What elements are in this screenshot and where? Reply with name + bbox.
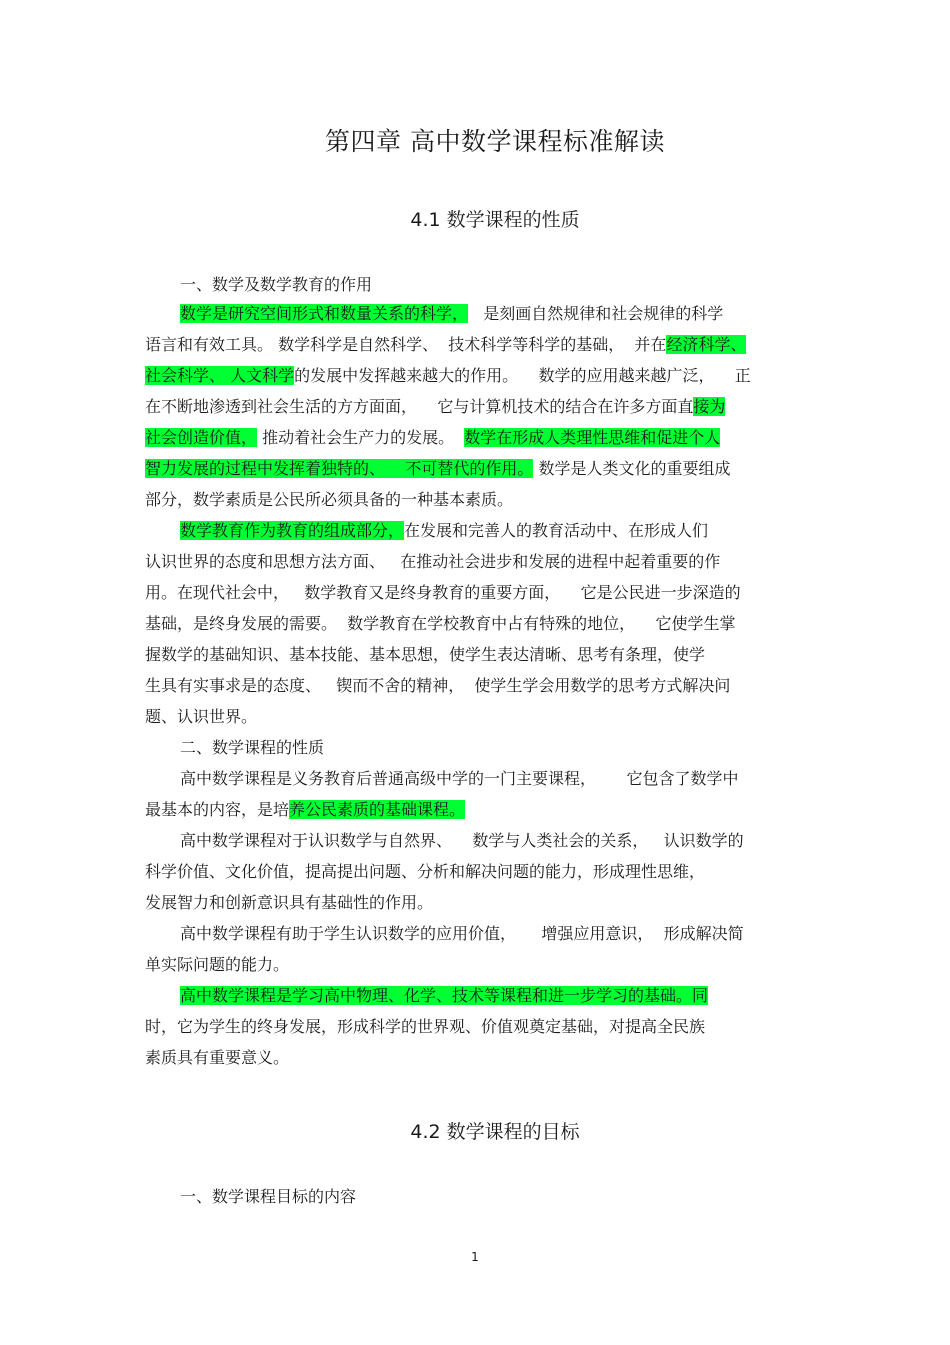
text-segment: 高中数学课程对于认识数学与自然界、 数学与人类社会的关系， 认识数学的: [180, 831, 744, 850]
text-line: [145, 980, 815, 1011]
text-segment: 部分，数学素质是公民所必须具备的一种基本素质。: [145, 490, 514, 509]
text-line: [145, 453, 815, 484]
text-segment: 语言和有效工具。 数学科学是自然科学、 技术科学等科学的基础， 并在: [145, 335, 667, 354]
highlighted-text: 智力发展的过程中发挥着独特的、 不可替代的作用。: [145, 459, 534, 478]
text-segment: 在发展和完善人的教育活动中、在形成人们: [404, 521, 709, 540]
highlighted-text: 经济科学、: [666, 335, 747, 354]
text-line: [145, 608, 815, 639]
text-segment: 最基本的内容，是培: [145, 800, 290, 819]
text-segment: 是刻画自然规律和社会规律的科学: [468, 304, 724, 323]
text-line: [145, 422, 815, 453]
text-segment: 高中数学课程是义务教育后普通高级中学的一门主要课程， 它包含了数学中: [180, 769, 739, 788]
text-line: [145, 329, 815, 360]
text-segment: 的发展中发挥越来越大的作用。 数学的应用越来越广泛， 正: [294, 366, 751, 385]
text-segment: 数学是人类文化的重要组成: [533, 459, 731, 478]
text-segment: 握数学的基础知识、基本技能、基本思想，使学生表达清晰、思考有条理，使学: [145, 645, 706, 664]
text-segment: 高中数学课程有助于学生认识数学的应用价值， 增强应用意识， 形成解决简: [180, 924, 744, 943]
text-segment: 基础，是终身发展的需要。 数学教育在学校教育中占有特殊的地位， 它使学生掌: [145, 614, 736, 633]
text-line: [145, 639, 815, 670]
highlighted-text: 数学是研究空间形式和数量关系的科学，: [180, 304, 469, 323]
text-line: [145, 1042, 815, 1073]
text-segment: 在不断地渗透到社会生活的方方面面， 它与计算机技术的结合在许多方面直: [145, 397, 694, 416]
text-line: [145, 887, 815, 918]
text-line: [145, 1011, 815, 1042]
text-segment: 题、认识世界。: [145, 707, 258, 726]
highlighted-text: 社会科学、 人文科学: [145, 366, 295, 385]
page-number: 1: [471, 1250, 479, 1264]
text-line: [145, 577, 815, 608]
text-segment: 认识世界的态度和思想方法方面、 在推动社会进步和发展的进程中起着重要的作: [145, 552, 721, 571]
text-segment: 用。在现代社会中， 数学教育又是终身教育的重要方面， 它是公民进一步深造的: [145, 583, 741, 602]
text-line: [145, 825, 815, 856]
text-line: [145, 918, 815, 949]
highlighted-text: 接为: [693, 397, 726, 416]
highlighted-text: 养公民素质的基础课程。: [289, 800, 466, 819]
text-segment: 生具有实事求是的态度、 锲而不舍的精神， 使学生学会用数学的思考方式解决问: [145, 676, 731, 695]
text-line: [145, 856, 815, 887]
text-line: [145, 701, 815, 732]
section-heading-4-2: 4.2 数学课程的目标: [410, 1121, 580, 1143]
subheading-course-goals: 一、数学课程目标的内容: [180, 1187, 357, 1206]
text-line: [145, 670, 815, 701]
highlighted-text: 数学在形成人类理性思维和促进个人: [464, 428, 721, 447]
text-segment: 单实际问题的能力。: [145, 955, 290, 974]
text-line: [145, 298, 815, 329]
text-line: [145, 484, 815, 515]
subheading-math-role: 一、数学及数学教育的作用: [180, 275, 373, 294]
text-line: [145, 949, 815, 980]
text-line: [145, 391, 815, 422]
text-line: [145, 360, 815, 391]
text-segment: 推动着社会生产力的发展。: [257, 428, 465, 447]
text-segment: 素质具有重要意义。: [145, 1048, 290, 1067]
subheading-course-nature: 二、数学课程的性质: [180, 738, 325, 757]
highlighted-text: 数学教育作为教育的组成部分，: [180, 521, 405, 540]
text-line: [145, 763, 815, 794]
section-heading-4-1: 4.1 数学课程的性质: [410, 209, 580, 231]
highlighted-text: 社会创造价值，: [145, 428, 258, 447]
text-line: [145, 515, 815, 546]
text-segment: 时，它为学生的终身发展，形成科学的世界观、价值观奠定基础，对提高全民族: [145, 1017, 706, 1036]
text-segment: 发展智力和创新意识具有基础性的作用。: [145, 893, 434, 912]
highlighted-text: 高中数学课程是学习高中物理、化学、技术等课程和进一步学习的基础。同: [180, 986, 709, 1005]
body-block-1: [145, 298, 815, 1073]
text-segment: 科学价值、文化价值，提高提出问题、分析和解决问题的能力，形成理性思维，: [145, 862, 706, 881]
chapter-title: 第四章 高中数学课程标准解读: [325, 127, 665, 156]
text-line: [145, 794, 815, 825]
text-line: [145, 546, 815, 577]
